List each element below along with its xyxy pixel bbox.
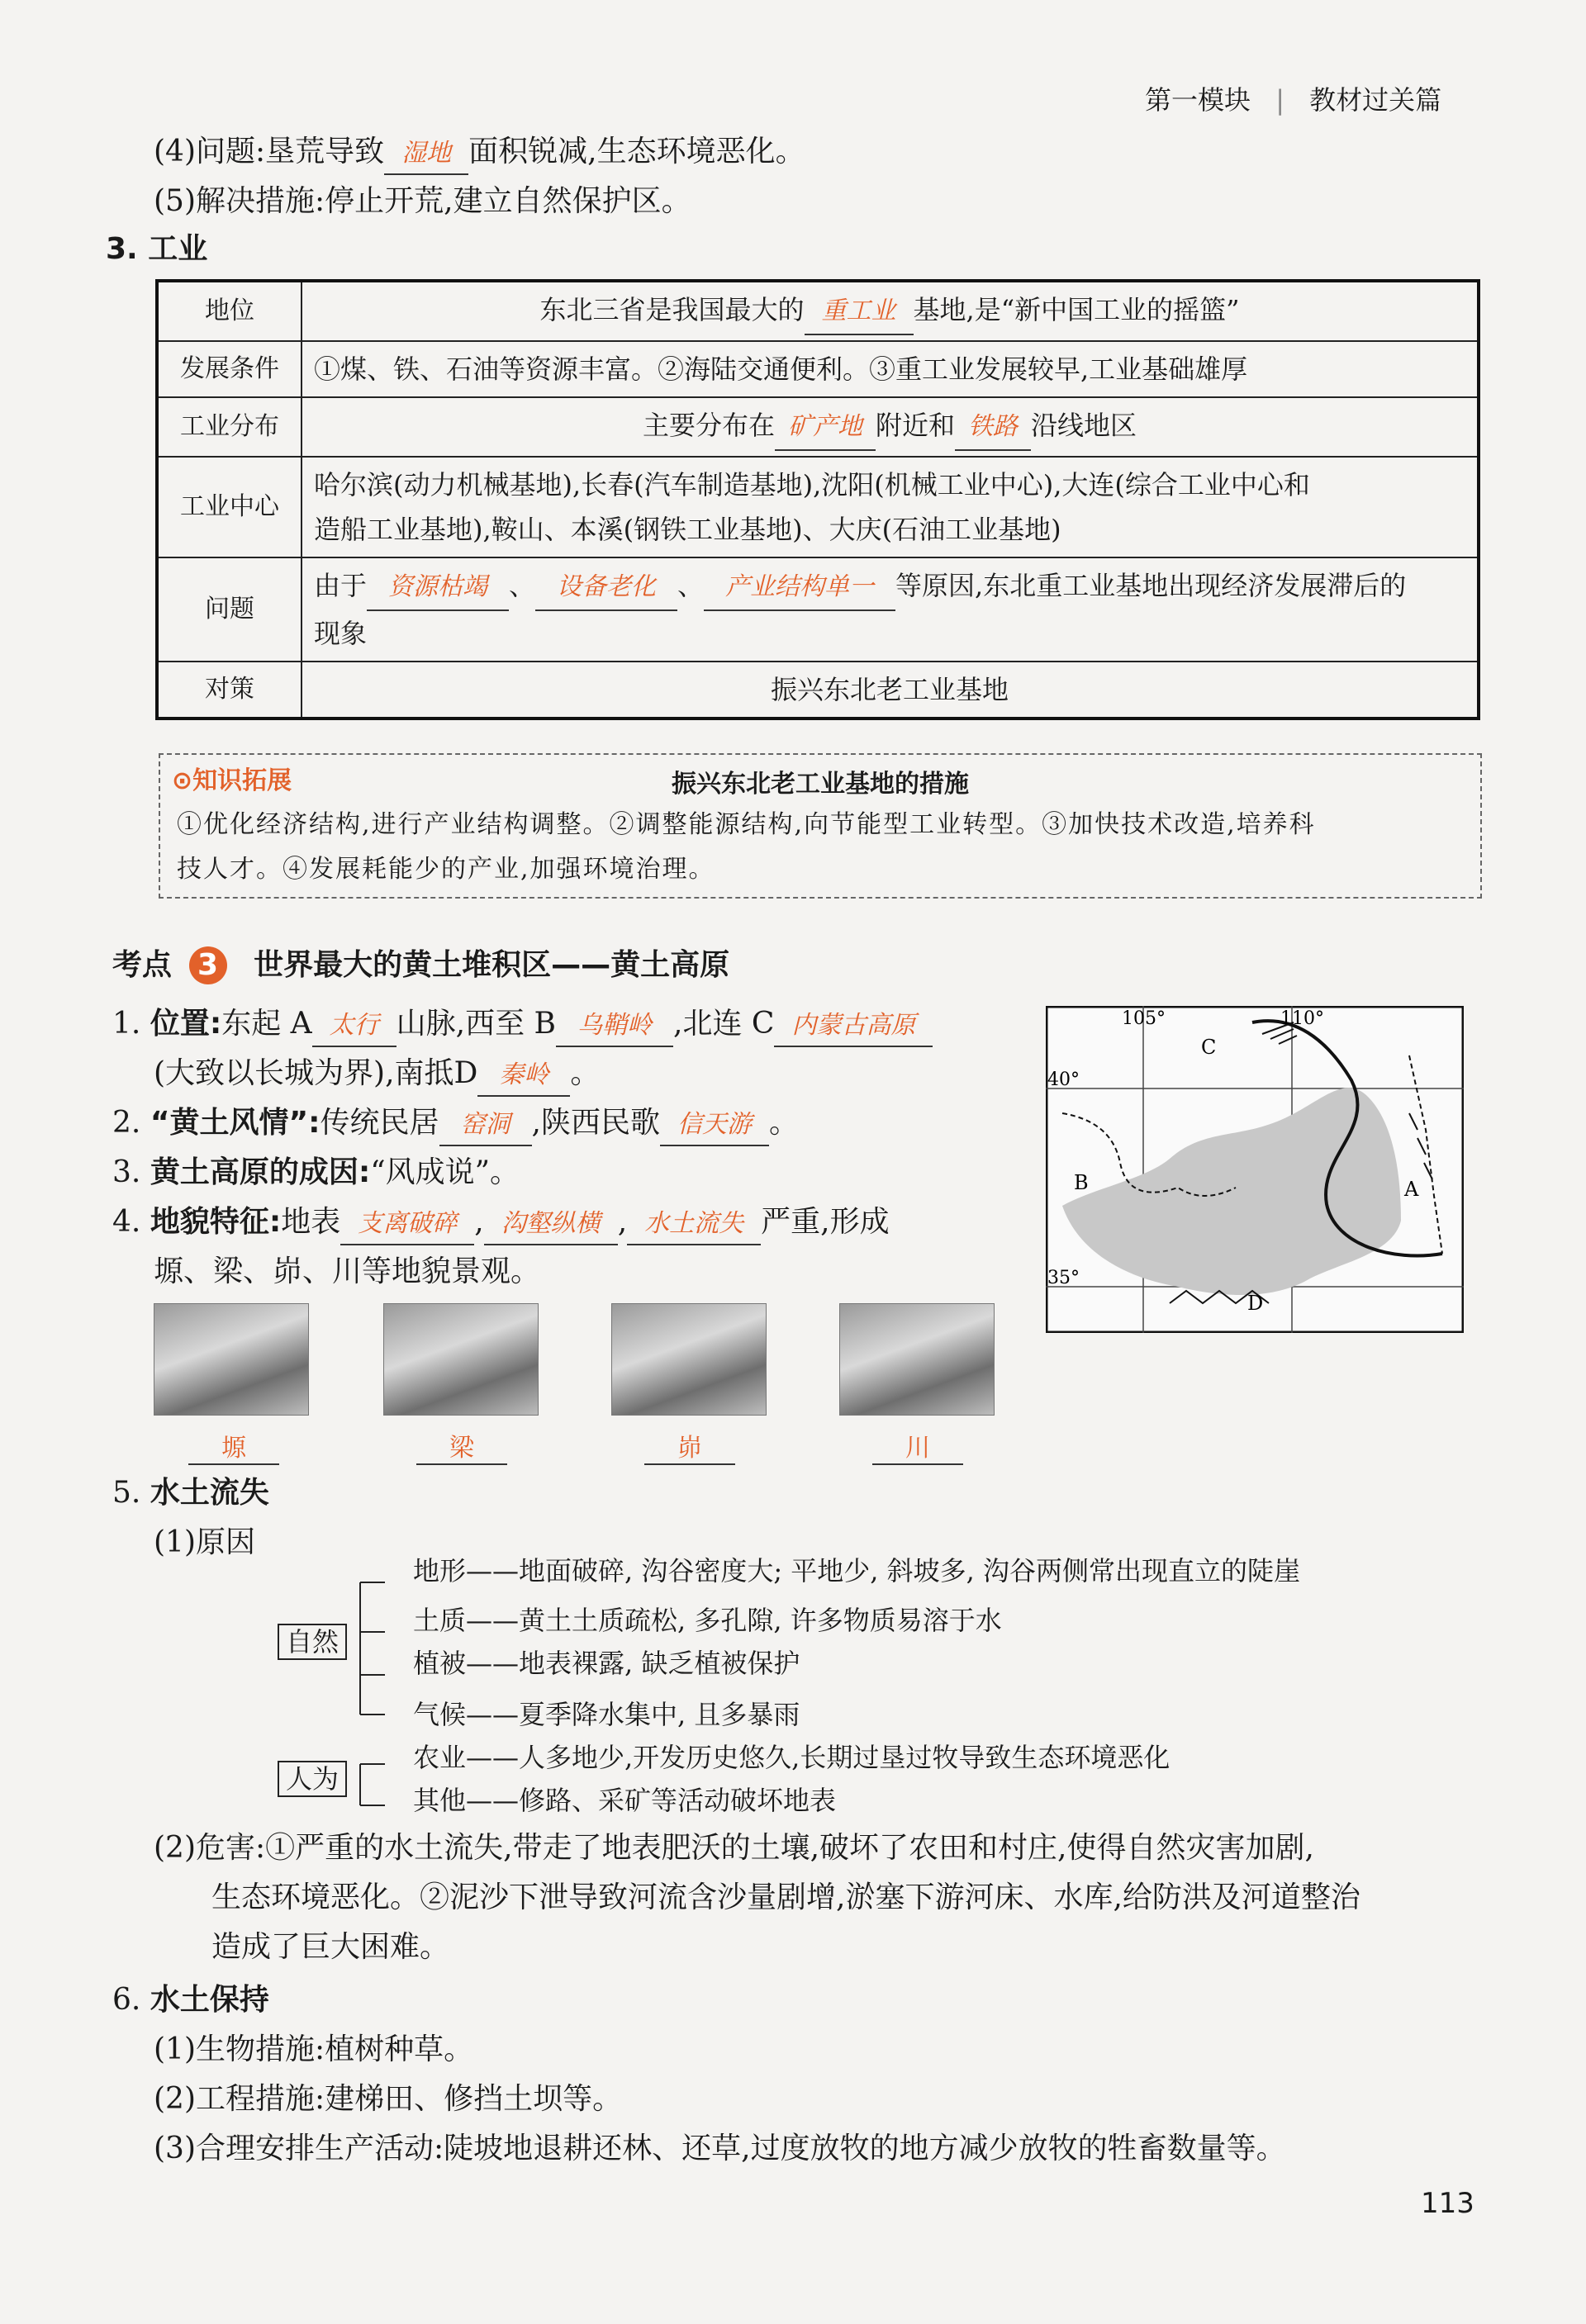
lat-label: 35° bbox=[1047, 1268, 1080, 1288]
item-text: 山脉,西至 B bbox=[396, 1007, 557, 1041]
cause-natural-terrain: 地形——地面破碎, 沟谷密度大; 平地少, 斜坡多, 沟谷两侧常出现直立的陡崖 bbox=[413, 1555, 1300, 1586]
item-label: “黄土风情”: bbox=[150, 1106, 321, 1140]
answer-blank: 沟壑纵横 bbox=[484, 1204, 618, 1245]
natural-cause-box: 自然 bbox=[278, 1624, 347, 1660]
industry-table bbox=[155, 279, 1480, 720]
cell-text: 哈尔滨(动力机械基地),长春(汽车制造基地),沈阳(机械工业中心),大连(综合工业中心和 bbox=[314, 469, 1310, 500]
table-key: 发展条件 bbox=[157, 341, 302, 397]
item-text: 地表 bbox=[281, 1205, 341, 1239]
table-value bbox=[302, 397, 1479, 457]
industry-heading: 3. 工业 bbox=[106, 232, 208, 266]
item-label: 位置: bbox=[150, 1007, 222, 1041]
table-value bbox=[302, 281, 1479, 341]
answer-blank: 窑洞 bbox=[439, 1105, 532, 1146]
item-4-text-post: 面积锐减,生态环境恶化。 bbox=[468, 135, 805, 168]
cause-natural-soil: 土质——黄土土质疏松, 多孔隙, 许多物质易溶于水 bbox=[413, 1605, 1002, 1636]
item-text: , bbox=[474, 1205, 484, 1239]
header-divider: | bbox=[1275, 84, 1284, 116]
map-point-a: A bbox=[1404, 1178, 1419, 1201]
extension-body bbox=[177, 803, 1464, 892]
answer-blank: 支离破碎 bbox=[340, 1204, 474, 1245]
answer-blank: 资源枯竭 bbox=[367, 565, 509, 611]
extension-line: ①优化经济结构,进行产业结构调整。②调整能源结构,向节能型工业转型。③加快技术改造,培养科 bbox=[177, 810, 1316, 839]
landform-photo-liang bbox=[383, 1303, 539, 1416]
header-module: 第一模块 bbox=[1145, 84, 1251, 116]
table-key: 工业分布 bbox=[157, 397, 302, 457]
item-text: ,陕西民歌 bbox=[531, 1106, 660, 1140]
knowledge-extension bbox=[159, 753, 1482, 899]
cause-natural-climate: 气候——夏季降水集中, 且多暴雨 bbox=[413, 1699, 800, 1730]
extension-label-text: 知识拓展 bbox=[192, 766, 292, 795]
human-cause-box: 人为 bbox=[278, 1761, 347, 1797]
photo-caption: 峁 bbox=[644, 1427, 735, 1465]
table-value: ①煤、铁、石油等资源丰富。②海陆交通便利。③重工业发展较早,工业基础雄厚 bbox=[302, 341, 1479, 397]
cell-text: 沿线地区 bbox=[1031, 410, 1137, 441]
cell-text: 现象 bbox=[314, 618, 368, 649]
loess-plateau-map bbox=[1046, 1006, 1464, 1333]
extension-icon: ⊙ bbox=[172, 766, 193, 795]
table-row bbox=[157, 662, 1479, 719]
table-row bbox=[157, 457, 1479, 557]
table-key: 问题 bbox=[157, 557, 302, 662]
map-point-b: B bbox=[1074, 1171, 1089, 1194]
answer-blank: 铁路 bbox=[955, 405, 1031, 451]
item-label: 水土保持 bbox=[150, 1983, 269, 2017]
answer-blank: 湿地 bbox=[384, 134, 468, 175]
loess-point-4-cont: 塬、梁、峁、川等地貌景观。 bbox=[154, 1254, 541, 1288]
item-label: 地貌特征: bbox=[150, 1205, 282, 1239]
conservation-measure-1: (1)生物措施:植树种草。 bbox=[154, 2032, 474, 2066]
item-text: ,北连 C bbox=[673, 1007, 775, 1041]
lat-label: 40° bbox=[1047, 1070, 1080, 1090]
table-value: 振兴东北老工业基地 bbox=[302, 662, 1479, 719]
item-4 bbox=[154, 132, 805, 175]
cell-text: 基地,是“新中国工业的摇篮” bbox=[913, 294, 1240, 325]
item-number: 2. bbox=[112, 1106, 141, 1140]
answer-blank: 产业结构单一 bbox=[704, 565, 895, 611]
item-label: 黄土高原的成因: bbox=[150, 1155, 371, 1189]
kaodian-heading bbox=[112, 941, 729, 984]
loess-point-1 bbox=[112, 1004, 933, 1047]
erosion-cause-label: (1)原因 bbox=[154, 1525, 255, 1559]
loess-point-4 bbox=[112, 1202, 890, 1245]
landform-photo-chuan bbox=[839, 1303, 995, 1416]
cell-text: 、 bbox=[677, 570, 705, 601]
extension-line: 技人才。④发展耗能少的产业,加强环境治理。 bbox=[177, 855, 715, 884]
cell-text: 主要分布在 bbox=[642, 410, 775, 441]
answer-blank: 太行 bbox=[312, 1006, 396, 1047]
item-label: 水土流失 bbox=[150, 1476, 269, 1510]
extension-title: 振兴东北老工业基地的措施 bbox=[672, 770, 969, 799]
cause-natural-vegetation: 植被——地表裸露, 缺乏植被保护 bbox=[413, 1648, 800, 1679]
item-text: 东起 A bbox=[221, 1007, 312, 1041]
item-4-text: (4)问题:垦荒导致 bbox=[154, 135, 385, 168]
table-value bbox=[302, 457, 1479, 557]
header-section: 教材过关篇 bbox=[1309, 84, 1442, 116]
item-text: “风成说”。 bbox=[370, 1155, 520, 1189]
answer-blank: 信天游 bbox=[660, 1105, 769, 1146]
cell-text: 、 bbox=[509, 570, 536, 601]
answer-blank: 矿产地 bbox=[775, 405, 876, 451]
running-header bbox=[1145, 79, 1441, 117]
erosion-heading bbox=[112, 1473, 269, 1513]
conservation-measure-3: (3)合理安排生产活动:陡坡地退耕还林、还草,过度放牧的地方减少放牧的牲畜数量等。 bbox=[154, 2132, 1286, 2165]
item-number: 4. bbox=[112, 1205, 141, 1239]
loess-point-3 bbox=[112, 1153, 520, 1193]
harm-line-2: 生态环境恶化。②泥沙下泄导致河流含沙量剧增,淤塞下游河床、水库,给防洪及河道整治 bbox=[211, 1881, 1360, 1914]
item-number: 6. bbox=[112, 1983, 141, 2017]
photo-caption: 塬 bbox=[188, 1427, 279, 1465]
landform-photo-yuan bbox=[154, 1303, 309, 1416]
table-row bbox=[157, 281, 1479, 341]
item-text: 。 bbox=[570, 1056, 601, 1090]
item-text: , bbox=[617, 1205, 628, 1239]
cell-text: 等原因,东北重工业基地出现经济发展滞后的 bbox=[895, 570, 1407, 601]
table-key: 地位 bbox=[157, 281, 302, 341]
item-text: 严重,形成 bbox=[761, 1205, 890, 1239]
answer-blank: 重工业 bbox=[805, 289, 914, 335]
item-number: 3. bbox=[112, 1155, 141, 1189]
table-key: 对策 bbox=[157, 662, 302, 719]
cause-human-agriculture: 农业——人多地少,开发历史悠久,长期过垦过牧导致生态环境恶化 bbox=[413, 1742, 1171, 1773]
conservation-heading bbox=[112, 1980, 269, 2020]
kaodian-number: 3 bbox=[189, 946, 227, 984]
cell-text: 东北三省是我国最大的 bbox=[539, 294, 805, 325]
landform-photo-mao bbox=[611, 1303, 767, 1416]
item-5: (5)解决措施:停止开荒,建立自然保护区。 bbox=[154, 184, 691, 218]
lon-label: 110° bbox=[1280, 1008, 1324, 1029]
answer-blank: 乌鞘岭 bbox=[556, 1006, 673, 1047]
item-number: 5. bbox=[112, 1476, 141, 1510]
kaodian-label: 考点 bbox=[112, 948, 173, 982]
cause-human-other: 其他——修路、采矿等活动破坏地表 bbox=[413, 1785, 837, 1816]
item-text: (大致以长城为界),南抵D bbox=[154, 1056, 478, 1090]
loess-point-1-cont bbox=[154, 1054, 600, 1097]
photo-caption: 川 bbox=[872, 1427, 963, 1465]
cell-text: 造船工业基地),鞍山、本溪(钢铁工业基地)、大庆(石油工业基地) bbox=[314, 514, 1061, 545]
cell-text: 附近和 bbox=[875, 410, 955, 441]
page-number: 113 bbox=[1421, 2187, 1474, 2220]
table-row bbox=[157, 557, 1479, 662]
photo-caption: 梁 bbox=[416, 1427, 507, 1465]
table-key: 工业中心 bbox=[157, 457, 302, 557]
item-number: 1. bbox=[112, 1007, 141, 1041]
item-text: 。 bbox=[769, 1106, 800, 1140]
answer-blank: 秦岭 bbox=[477, 1055, 570, 1097]
map-point-c: C bbox=[1201, 1036, 1217, 1059]
harm-line-3: 造成了巨大困难。 bbox=[211, 1930, 450, 1964]
item-text: 传统民居 bbox=[320, 1106, 439, 1140]
table-row bbox=[157, 397, 1479, 457]
table-value bbox=[302, 557, 1479, 662]
lon-label: 105° bbox=[1122, 1008, 1166, 1029]
conservation-measure-2: (2)工程措施:建梯田、修挡土坝等。 bbox=[154, 2082, 623, 2116]
loess-point-2 bbox=[112, 1103, 799, 1146]
answer-blank: 水土流失 bbox=[627, 1204, 761, 1245]
answer-blank: 内蒙古高原 bbox=[774, 1006, 933, 1047]
answer-blank: 设备老化 bbox=[535, 565, 677, 611]
cell-text: 由于 bbox=[314, 570, 368, 601]
harm-line-1: (2)危害:①严重的水土流失,带走了地表肥沃的土壤,破坏了农田和村庄,使得自然灾害加剧, bbox=[154, 1831, 1314, 1865]
map-point-d: D bbox=[1247, 1292, 1264, 1315]
table-row bbox=[157, 341, 1479, 397]
kaodian-title: 世界最大的黄土堆积区——黄土高原 bbox=[254, 948, 730, 982]
